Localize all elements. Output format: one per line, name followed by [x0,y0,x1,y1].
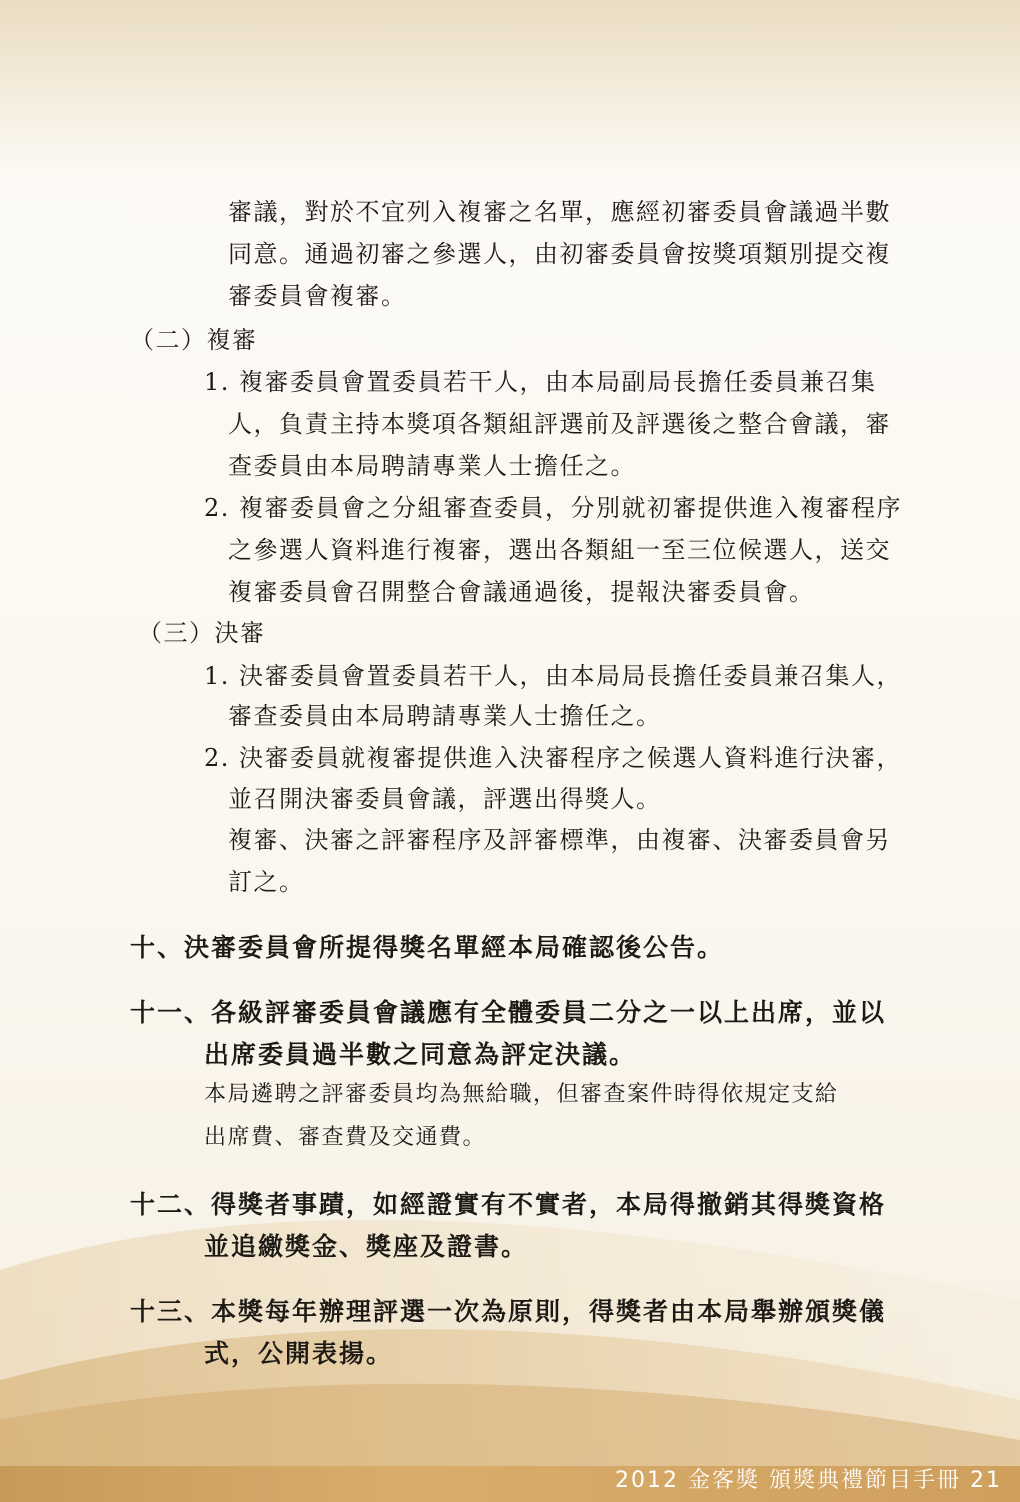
top-gradient [0,0,1020,180]
list-item-line: 複審、決審之評審程序及評審標準，由複審、決審委員會另 [228,826,891,854]
list-item-line: 並召開決審委員會議，評選出得獎人。 [228,785,662,813]
list-item-line: 訂之。 [228,868,305,896]
article-ten: 十、決審委員會所提得獎名單經本局確認後公告。 [130,933,725,962]
list-item-line: 1. 決審委員會置委員若干人，由本局局長擔任委員兼召集人， [204,662,903,690]
list-item-line: 1. 複審委員會置委員若干人，由本局副局長擔任委員兼召集 [204,368,877,396]
article-eleven-note: 本局遴聘之評審委員均為無給職，但審查案件時得依規定支給 [204,1082,839,1107]
article-twelve: 十二、得獎者事蹟，如經證實有不實者，本局得撤銷其得獎資格 [130,1190,887,1219]
list-item-line: 人，負責主持本獎項各類組評選前及評選後之整合會議，審 [228,410,891,438]
list-item-line: 2. 決審委員就複審提供進入決審程序之候選人資料進行決審， [204,744,903,772]
article-eleven: 出席委員過半數之同意為評定決議。 [204,1040,637,1069]
paragraph-line: 審委員會複審。 [228,282,407,310]
article-eleven-note: 出席費、審查費及交通費。 [204,1125,487,1150]
list-item-line: 審查委員由本局聘請專業人士擔任之。 [228,702,662,730]
list-item-line: 查委員由本局聘請專業人士擔任之。 [228,452,636,480]
paragraph-line: 同意。通過初審之參選人，由初審委員會按獎項類別提交複 [228,240,891,268]
list-item-line: 複審委員會召開整合會議通過後，提報決審委員會。 [228,578,815,606]
page-footer: 2012 金客獎 頒獎典禮節目手冊 21 [615,1468,1002,1493]
article-thirteen: 式，公開表揚。 [204,1339,394,1368]
article-twelve: 並追繳獎金、獎座及證書。 [204,1232,529,1261]
paragraph-line: 審議，對於不宜列入複審之名單，應經初審委員會議過半數 [228,198,891,226]
article-thirteen: 十三、本獎每年辦理評選一次為原則，得獎者由本局舉辦頒獎儀 [130,1297,887,1326]
section-heading-final: （三）決審 [138,619,266,647]
list-item-line: 2. 複審委員會之分組審查委員，分別就初審提供進入複審程序 [204,494,903,522]
article-eleven: 十一、各級評審委員會議應有全體委員二分之一以上出席，並以 [130,998,887,1027]
section-heading-review: （二）複審 [130,326,258,354]
list-item-line: 之參選人資料進行複審，選出各類組一至三位候選人，送交 [228,536,891,564]
